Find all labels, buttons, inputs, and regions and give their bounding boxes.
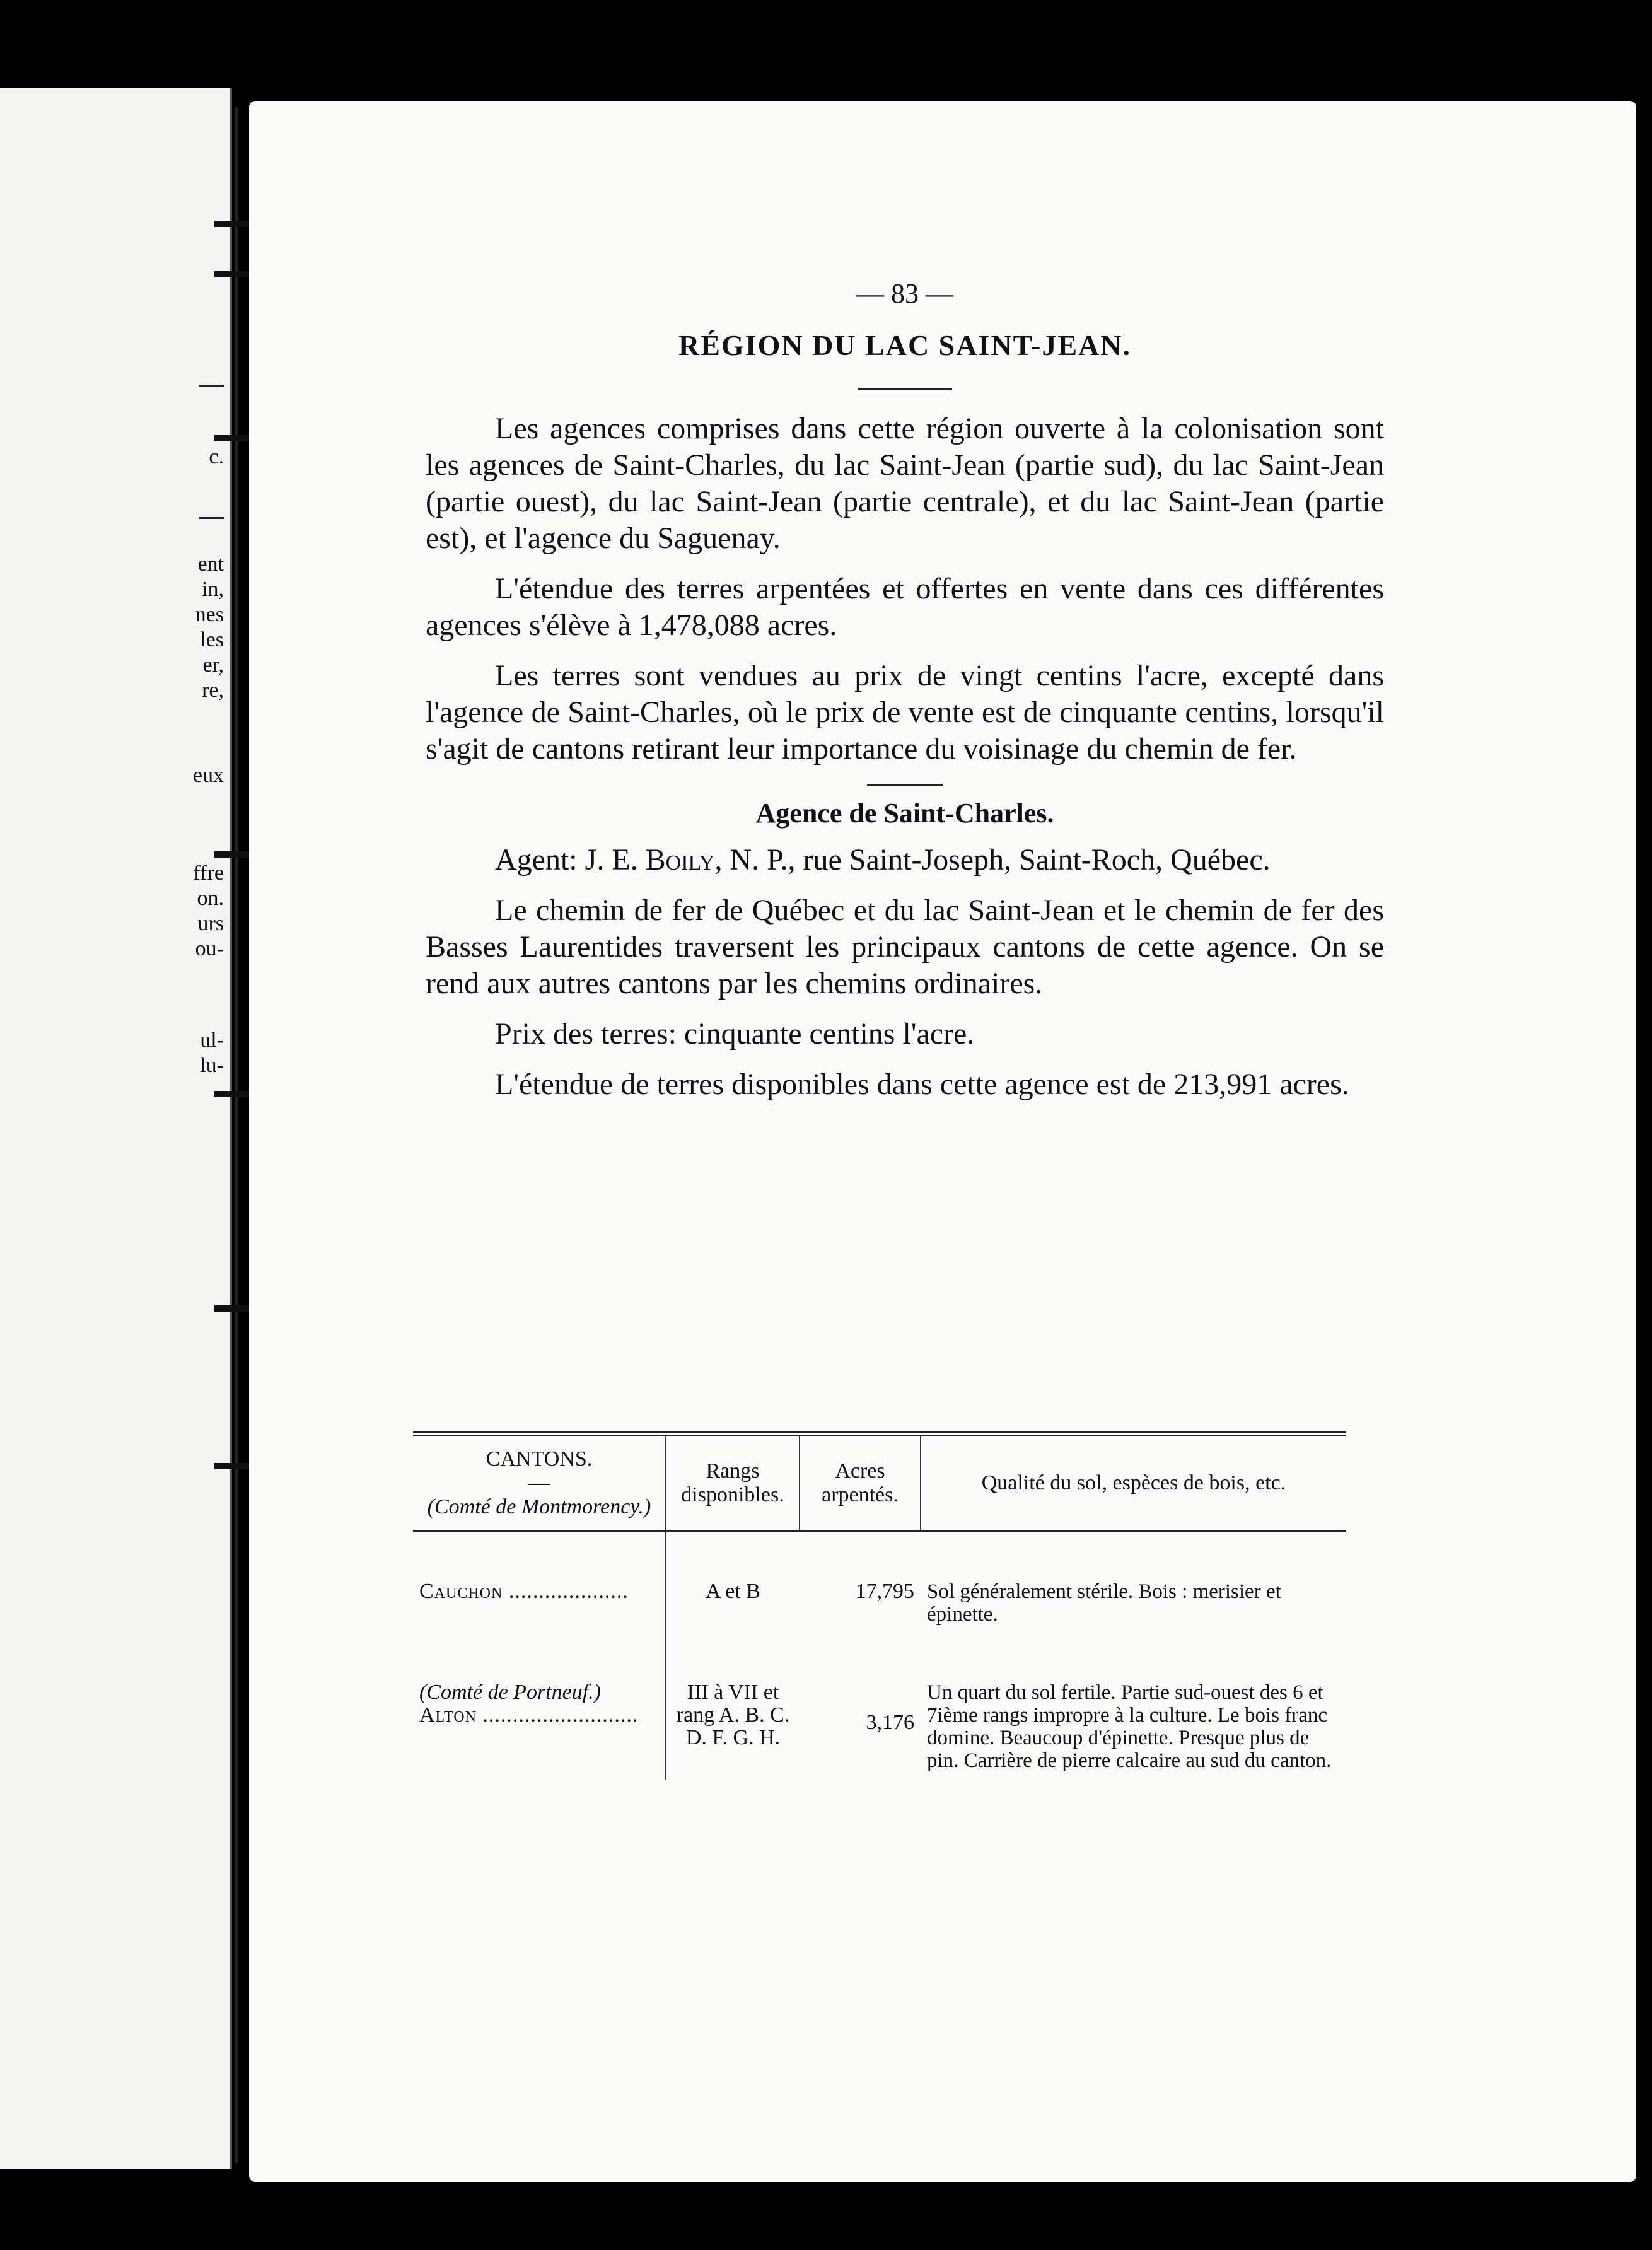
header-rangs: Rangs disponibles.: [666, 1434, 800, 1532]
table-row: [413, 1674, 1346, 1780]
intro-paragraph: Les agences comprises dans cette région ouverte à la colonisation sont les agences de Saint-Charles, du lac Saint-Jean (partie sud), du lac Saint-Jean (partie ouest), du lac Saint-Jean (partie centrale), et du lac Saint-Jean (partie est), et l'agence du Saguenay.: [426, 412, 1384, 555]
left-fragment: nes: [195, 603, 224, 626]
canton-name: Cauchon ....................: [419, 1580, 629, 1603]
agence-heading: Agence de Saint-Charles.: [755, 798, 1054, 829]
left-fragment: les: [200, 628, 224, 651]
table-row: [413, 1573, 1346, 1633]
header-cantons: [413, 1434, 666, 1532]
left-fragment: ul-: [200, 1029, 224, 1052]
agence-paragraph: L'étendue de terres disponibles dans cette agence est de 213,991 acres.: [495, 1068, 1349, 1101]
table-header-row: [413, 1434, 1346, 1532]
canton-name: Alton ..........................: [419, 1703, 639, 1727]
header-cantons-comte: (Comté de Montmorency.): [427, 1495, 651, 1518]
cell-canton: [413, 1573, 666, 1633]
binding-thread: [235, 107, 238, 2163]
cell-rangs: A et B: [666, 1573, 800, 1633]
agent-prefix: Agent: J. E.: [495, 843, 638, 877]
agence-paragraph: Prix des terres: cinquante centins l'acre.: [495, 1017, 975, 1051]
header-qualite: Qualité du sol, espèces de bois, etc.: [921, 1434, 1346, 1532]
left-fragment: ffre: [193, 861, 224, 885]
left-fragment: urs: [197, 912, 224, 935]
left-fragment: eux: [192, 764, 224, 787]
header-acres: Acres arpentés.: [800, 1434, 921, 1532]
cell-acres: 3,176: [866, 1711, 914, 1734]
left-fragment: in,: [202, 578, 224, 601]
table-spacer: [413, 1532, 1346, 1573]
page-number: — 83 —: [856, 278, 953, 309]
left-fragment: lu-: [200, 1054, 224, 1077]
agence-paragraph: Le chemin de fer de Québec et du lac Saint-Jean et le chemin de fer des Basses Laurentides traversent les principaux cantons de cette agence. On se rend aux autres cantons par les chemins ordinaires.: [426, 894, 1384, 1000]
section-title: RÉGION DU LAC SAINT-JEAN.: [678, 329, 1131, 361]
agent-suffix: , N. P., rue Saint-Joseph, Saint-Roch, Québec.: [714, 843, 1271, 877]
left-facing-page: [0, 88, 232, 2169]
left-fragment: ent: [197, 552, 224, 576]
left-fragment: re,: [202, 679, 224, 702]
section-separator: [867, 784, 943, 786]
table-spacer: [413, 1633, 1346, 1674]
header-cantons-dash: —: [528, 1471, 550, 1495]
cell-qualite: Sol généralement stérile. Bois : merisier et épinette.: [927, 1580, 1281, 1626]
header-cantons-label: CANTONS.: [486, 1447, 593, 1471]
left-fragment: ou-: [195, 937, 224, 960]
title-separator: [858, 388, 952, 390]
left-fragment: c.: [209, 445, 224, 469]
cell-rangs: III à VII et rang A. B. C. D. F. G. H.: [666, 1674, 800, 1780]
cantons-table: [413, 1431, 1346, 1780]
cell-canton: [413, 1674, 666, 1780]
left-fragment: er,: [202, 653, 224, 677]
page-content: [426, 277, 1384, 1117]
cell-qualite: Un quart du sol fertile. Partie sud-ouest des 6 et 7ième rangs impropre à la culture. Le bois franc domine. Beaucoup d'épinette. Presque plus de pin. Carrière de pierre calcaire au sud du canton.: [927, 1681, 1332, 1772]
canton-comte: (Comté de Portneuf.): [419, 1681, 601, 1704]
cell-acres: 17,795: [855, 1580, 914, 1603]
intro-paragraph: L'étendue des terres arpentées et offertes en vente dans ces différentes agences s'élève à 1,478,088 acres.: [426, 572, 1384, 642]
agent-paragraph: [426, 842, 1384, 878]
document-page: [249, 101, 1636, 2182]
agent-name: Boily: [645, 843, 715, 877]
left-fragment: on.: [197, 887, 224, 910]
intro-paragraph: Les terres sont vendues au prix de vingt centins l'acre, excepté dans l'agence de Saint-Charles, où le prix de vente est de cinquante centins, lorsqu'il s'agit de cantons retirant leur importance du voisinage du chemin de fer.: [426, 659, 1384, 766]
